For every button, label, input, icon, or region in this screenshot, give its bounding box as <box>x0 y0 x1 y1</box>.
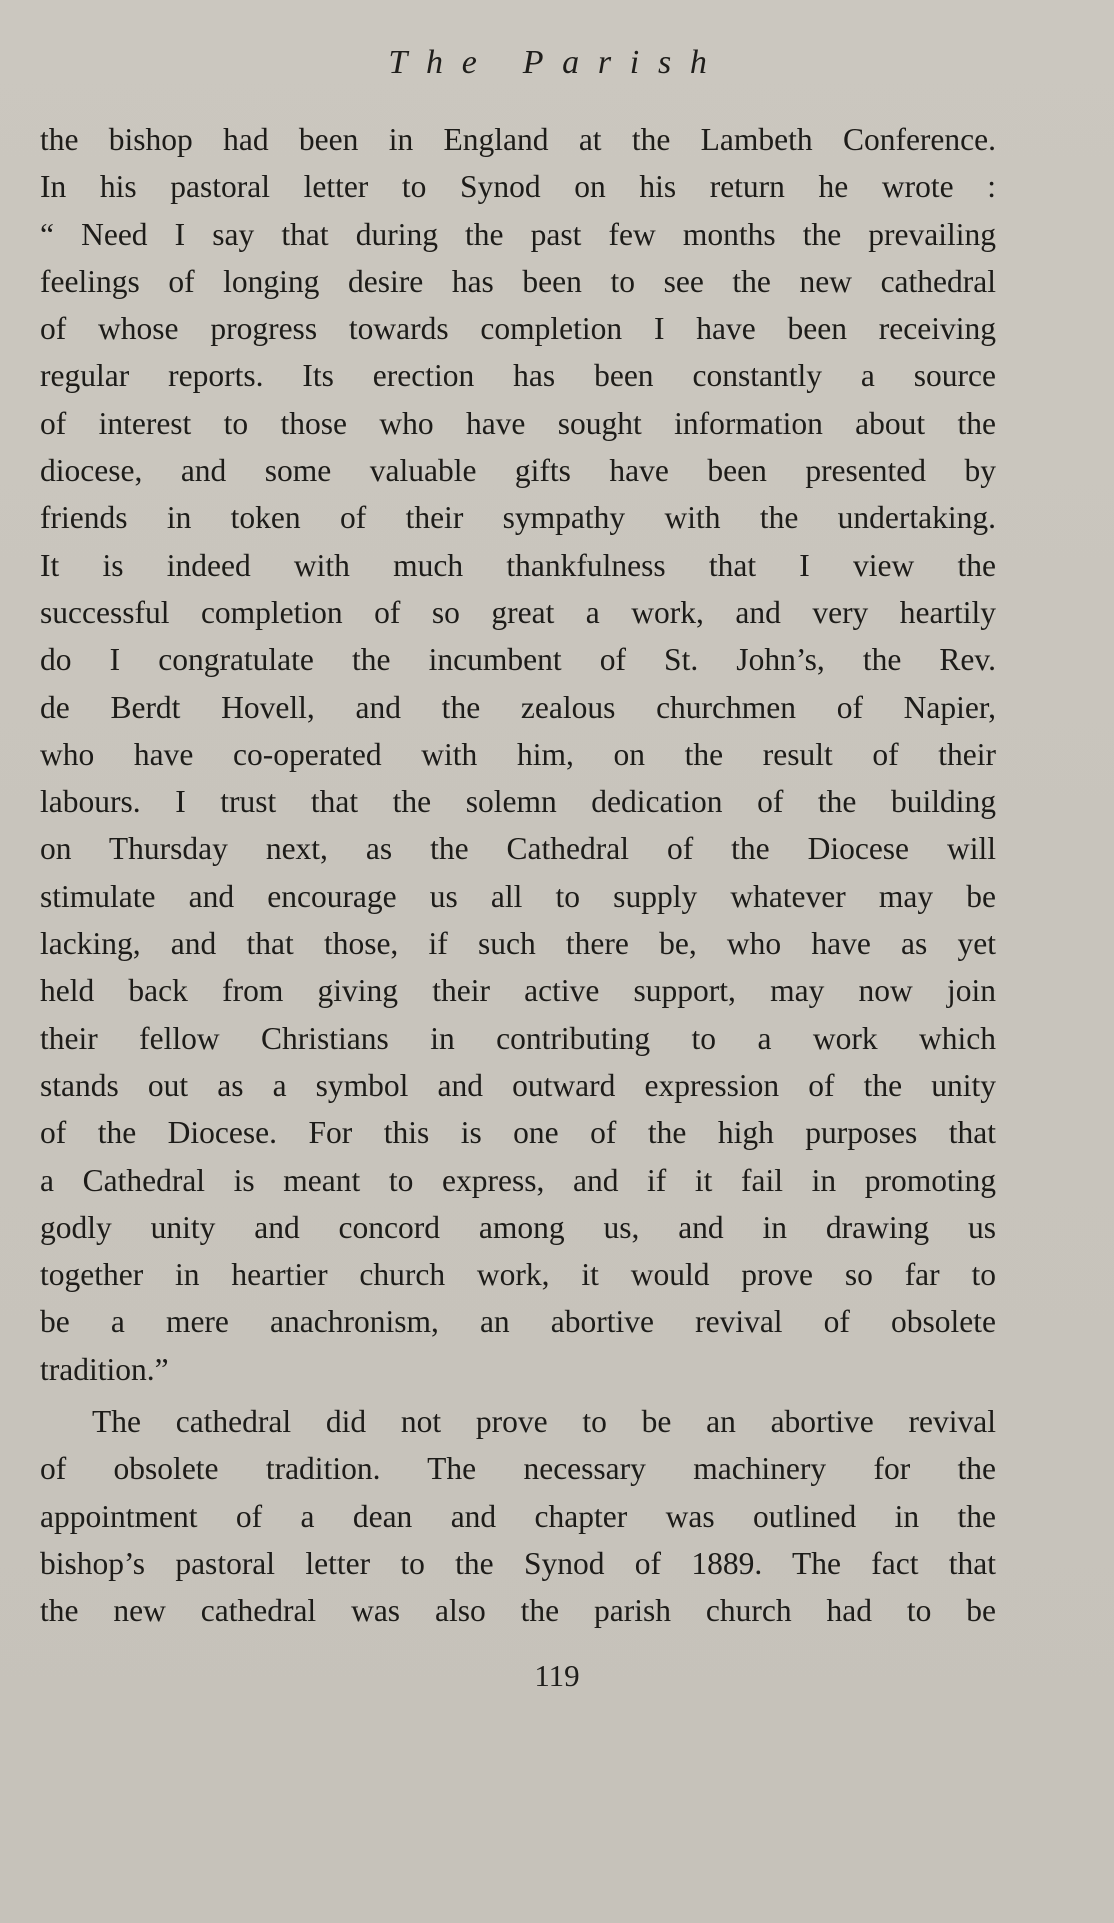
text-line: stimulate and encourage us all to supply whatever may be <box>40 878 996 914</box>
text-line: their fellow Christians in contributing to a work which <box>40 1020 996 1056</box>
text-line: “ Need I say that during the past few months the prevailing <box>40 216 996 252</box>
text-line: of obsolete tradition. The necessary machinery for the <box>40 1451 996 1487</box>
text-line: together in heartier church work, it would prove so far to <box>40 1257 996 1293</box>
paragraph-2 <box>40 1398 996 1634</box>
text-line: of whose progress towards completion I have been receiving <box>40 311 996 347</box>
page-number: 119 <box>534 1658 580 1693</box>
text-line: of the Diocese. For this is one of the high purposes that <box>40 1115 996 1151</box>
text-line: who have co-operated with him, on the result of their <box>40 736 996 772</box>
text-line: regular reports. Its erection has been constantly a source <box>40 358 996 394</box>
text-line: appointment of a dean and chapter was outlined in the <box>40 1498 996 1534</box>
body-text <box>40 116 996 1635</box>
text-line: the new cathedral was also the parish church had to be <box>40 1593 996 1629</box>
running-head: The Parish <box>388 44 726 81</box>
text-line: do I congratulate the incumbent of St. John’s, the Rev. <box>40 642 996 678</box>
text-line: labours. I trust that the solemn dedication of the building <box>40 784 996 820</box>
text-line: It is indeed with much thankfulness that I view the <box>40 547 996 583</box>
text-line: feelings of longing desire has been to see the new cathedral <box>40 263 996 299</box>
text-line: bishop’s pastoral letter to the Synod of 1889. The fact that <box>40 1545 996 1581</box>
text-line: de Berdt Hovell, and the zealous churchmen of Napier, <box>40 689 996 725</box>
text-line: stands out as a symbol and outward expression of the unity <box>40 1067 996 1103</box>
text-line: diocese, and some valuable gifts have been presented by <box>40 453 996 489</box>
text-line: successful completion of so great a work, and very heartily <box>40 594 996 630</box>
text-line: be a mere anachronism, an abortive revival of obsolete <box>40 1304 996 1340</box>
text-line: In his pastoral letter to Synod on his return he wrote : <box>40 169 996 205</box>
text-line: friends in token of their sympathy with the undertaking. <box>40 500 996 536</box>
text-line: a Cathedral is meant to express, and if it fail in promoting <box>40 1162 996 1198</box>
text-line: lacking, and that those, if such there be, who have as yet <box>40 926 996 962</box>
text-line: on Thursday next, as the Cathedral of the Diocese will <box>40 831 996 867</box>
text-line: tradition.” <box>40 1351 169 1387</box>
text-line: the bishop had been in England at the Lambeth Conference. <box>40 122 996 157</box>
paragraph-1 <box>40 116 996 1393</box>
text-line: The cathedral did not prove to be an abortive revival <box>92 1404 996 1440</box>
text-line: held back from giving their active support, may now join <box>40 973 996 1009</box>
text-line: of interest to those who have sought information about the <box>40 405 996 441</box>
text-line: godly unity and concord among us, and in drawing us <box>40 1209 996 1245</box>
